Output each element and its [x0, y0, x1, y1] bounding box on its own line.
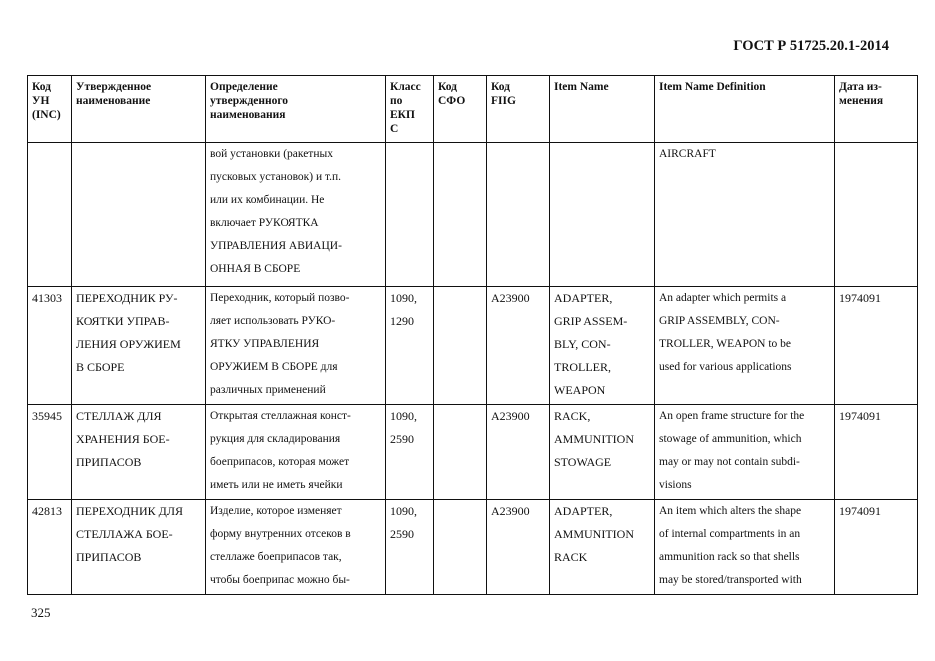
cell-text-line: 1974091: [839, 409, 881, 423]
cell-text-line: A23900: [491, 409, 530, 423]
cell-text-line: 1090,: [390, 291, 417, 305]
cell-text-line: ammunition rack so that shells: [659, 551, 800, 563]
cell-text-line: 1090,: [390, 409, 417, 423]
col-ekps-class-cell: [386, 143, 434, 287]
header-line: Дата из-: [839, 81, 882, 93]
col-fiig-code-cell: [487, 500, 550, 595]
col-sfo-code-cell: [434, 143, 487, 287]
header-line: Код: [491, 81, 511, 93]
header-line: наименование: [76, 95, 151, 107]
col-approved-name-cell: [72, 405, 206, 500]
cell-text-line: чтобы боеприпас можно бы-: [210, 574, 350, 586]
cell-text-line: 35945: [32, 409, 62, 423]
col-approved-name-header: [72, 76, 206, 143]
cell-text-line: СТЕЛЛАЖ ДЛЯ: [76, 409, 162, 423]
cell-text-line: различных применений: [210, 384, 326, 396]
col-change-date-cell: [835, 405, 918, 500]
cell-text-line: рукция для складирования: [210, 433, 341, 445]
header-line: Утвержденное: [76, 81, 152, 93]
cell-text-line: 1090,: [390, 504, 417, 518]
col-item-name-cell: [550, 405, 655, 500]
table-row: [28, 143, 918, 287]
cell-text-line: включает РУКОЯТКА: [210, 217, 319, 229]
cell-text-line: An item which alters the shape: [659, 505, 802, 517]
cell-text-line: TROLLER, WEAPON to be: [659, 338, 792, 350]
col-sfo-code-cell: [434, 287, 487, 405]
cell-text-line: иметь или не иметь ячейки: [210, 479, 343, 491]
cell-text-line: 2590: [390, 527, 414, 541]
cell-text-line: BLY, CON-: [554, 337, 611, 351]
col-item-name-definition-header: [655, 76, 835, 143]
col-ekps-class-cell: [386, 287, 434, 405]
col-item-name-cell: [550, 143, 655, 287]
cell-text-line: вой установки (ракетных: [210, 148, 333, 160]
header-line: (INC): [32, 109, 61, 121]
col-definition-cell: [206, 405, 386, 500]
cell-text-line: ЯТКУ УПРАВЛЕНИЯ: [210, 338, 320, 350]
header-line: ЕКП: [390, 109, 415, 121]
cell-text-line: КОЯТКИ УПРАВ-: [76, 314, 170, 328]
cell-text-line: STOWAGE: [554, 455, 612, 469]
col-item-name-cell: [550, 287, 655, 405]
cell-text-line: 2590: [390, 432, 414, 446]
col-inc-code-cell: [28, 287, 72, 405]
cell-text-line: 41303: [32, 291, 62, 305]
col-approved-name-cell: [72, 143, 206, 287]
cell-text-line: пусковых установок) и т.п.: [210, 171, 342, 183]
cell-text-line: В СБОРЕ: [76, 360, 125, 374]
cell-text-line: GRIP ASSEMBLY, CON-: [659, 315, 780, 327]
cell-text-line: форму внутренних отсеков в: [210, 528, 351, 540]
header-line: Определение: [210, 81, 278, 93]
cell-text-line: TROLLER,: [554, 360, 611, 374]
cell-text-line: 1974091: [839, 504, 881, 518]
col-sfo-code-cell: [434, 405, 487, 500]
cell-text-line: An open frame structure for the: [659, 410, 805, 422]
header-line: по: [390, 95, 403, 107]
col-item-name-cell: [550, 500, 655, 595]
cell-text-line: visions: [659, 479, 692, 491]
col-item-name-header: [550, 76, 655, 143]
cell-text-line: ОРУЖИЕМ В СБОРЕ для: [210, 361, 338, 373]
table-row: [28, 287, 918, 405]
cell-text-line: 42813: [32, 504, 62, 518]
cell-text-line: стеллаже боеприпасов так,: [210, 551, 342, 563]
cell-text-line: stowage of ammunition, which: [659, 433, 802, 445]
header-line: Код: [438, 81, 458, 93]
cell-text-line: may be stored/transported with: [659, 574, 802, 586]
cell-text-line: ПЕРЕХОДНИК ДЛЯ: [76, 504, 183, 518]
col-fiig-code-cell: [487, 287, 550, 405]
col-fiig-code-cell: [487, 143, 550, 287]
col-definition-cell: [206, 143, 386, 287]
col-approved-name-cell: [72, 500, 206, 595]
cell-text-line: Открытая стеллажная конст-: [210, 410, 351, 422]
cell-text-line: ADAPTER,: [554, 504, 613, 518]
col-ekps-class-header: [386, 76, 434, 143]
col-ekps-class-cell: [386, 405, 434, 500]
catalog-table: [27, 75, 918, 595]
col-definition-cell: [206, 287, 386, 405]
cell-text-line: СТЕЛЛАЖА БОЕ-: [76, 527, 173, 541]
cell-text-line: may or may not contain subdi-: [659, 456, 800, 468]
cell-text-line: ADAPTER,: [554, 291, 613, 305]
col-item-name-definition-cell: [655, 405, 835, 500]
col-change-date-cell: [835, 287, 918, 405]
col-inc-code-cell: [28, 500, 72, 595]
cell-text-line: used for various applications: [659, 361, 792, 373]
col-inc-code-cell: [28, 405, 72, 500]
cell-text-line: RACK,: [554, 409, 591, 423]
col-ekps-class-cell: [386, 500, 434, 595]
col-change-date-cell: [835, 500, 918, 595]
header-line: УН: [32, 95, 50, 107]
cell-text-line: ПРИПАСОВ: [76, 550, 142, 564]
header-line: Item Name Definition: [659, 81, 766, 93]
cell-text-line: A23900: [491, 291, 530, 305]
cell-text-line: GRIP ASSEM-: [554, 314, 628, 328]
header-line: Класс: [390, 81, 421, 93]
header-line: наименования: [210, 109, 286, 121]
col-inc-code-header: [28, 76, 72, 143]
col-definition-cell: [206, 500, 386, 595]
col-fiig-code-header: [487, 76, 550, 143]
col-sfo-code-header: [434, 76, 487, 143]
cell-text-line: An adapter which permits a: [659, 292, 787, 304]
header-line: утвержденного: [210, 95, 289, 107]
header-line: С: [390, 123, 399, 135]
header-line: FIIG: [491, 95, 516, 107]
cell-text-line: УПРАВЛЕНИЯ АВИАЦИ-: [210, 240, 342, 252]
cell-text-line: 1974091: [839, 291, 881, 305]
cell-text-line: ОННАЯ В СБОРЕ: [210, 263, 301, 275]
cell-text-line: ХРАНЕНИЯ БОЕ-: [76, 432, 170, 446]
col-change-date-header: [835, 76, 918, 143]
header-row: [28, 76, 918, 143]
col-item-name-definition-cell: [655, 287, 835, 405]
col-inc-code-cell: [28, 143, 72, 287]
cell-text-line: боеприпасов, которая может: [210, 456, 350, 468]
cell-text-line: Переходник, который позво-: [210, 292, 350, 304]
header-line: Item Name: [554, 81, 609, 93]
cell-text-line: A23900: [491, 504, 530, 518]
header-line: СФО: [438, 95, 466, 107]
cell-text-line: 1290: [390, 314, 414, 328]
cell-text-line: RACK: [554, 550, 588, 564]
cell-text-line: AIRCRAFT: [659, 148, 716, 160]
header-line: менения: [839, 95, 884, 107]
page-number: 325: [31, 605, 51, 620]
cell-text-line: Изделие, которое изменяет: [210, 505, 342, 517]
cell-text-line: of internal compartments in an: [659, 528, 801, 540]
col-sfo-code-cell: [434, 500, 487, 595]
cell-text-line: или их комбинации. Не: [210, 194, 325, 206]
col-change-date-cell: [835, 143, 918, 287]
table-row: [28, 405, 918, 500]
cell-text-line: ЛЕНИЯ ОРУЖИЕМ: [76, 337, 181, 351]
cell-text-line: WEAPON: [554, 383, 606, 397]
cell-text-line: ПЕРЕХОДНИК РУ-: [76, 291, 178, 305]
col-item-name-definition-cell: [655, 143, 835, 287]
cell-text-line: ПРИПАСОВ: [76, 455, 142, 469]
col-fiig-code-cell: [487, 405, 550, 500]
col-approved-name-cell: [72, 287, 206, 405]
cell-text-line: ляет использовать РУКО-: [210, 315, 336, 327]
table-row: [28, 500, 918, 595]
header-line: Код: [32, 81, 52, 93]
col-item-name-definition-cell: [655, 500, 835, 595]
cell-text-line: AMMUNITION: [554, 432, 634, 446]
col-definition-header: [206, 76, 386, 143]
standard-designation: ГОСТ Р 51725.20.1-2014: [733, 38, 889, 54]
cell-text-line: AMMUNITION: [554, 527, 634, 541]
